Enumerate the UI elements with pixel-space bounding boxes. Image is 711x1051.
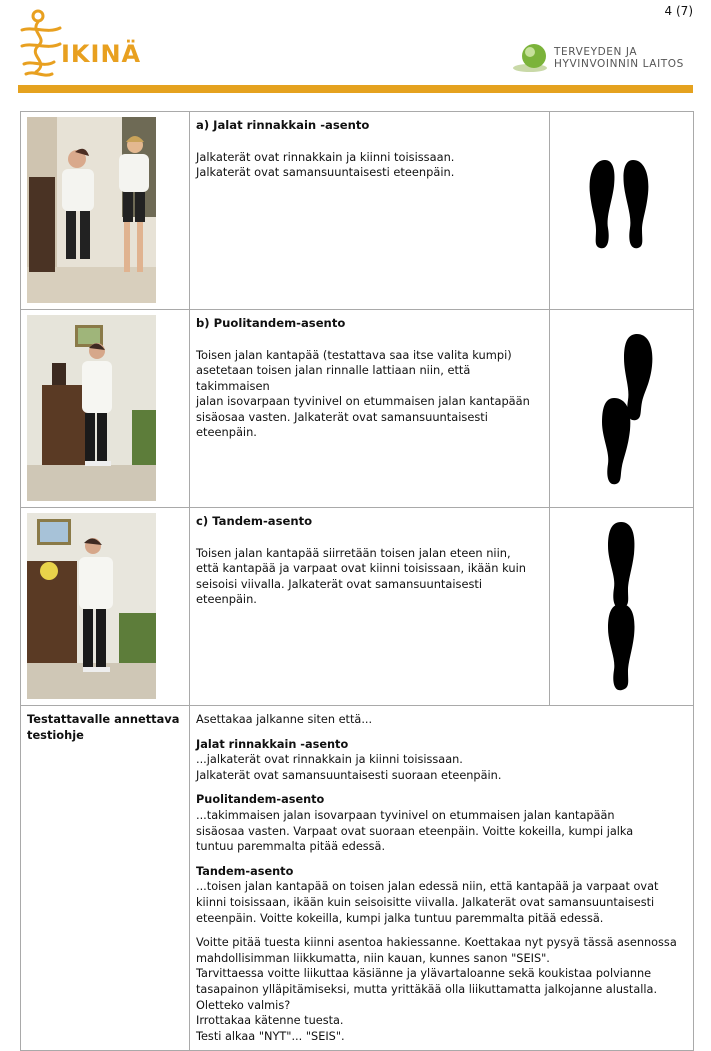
instructions-section-1-line-2: Jalkaterät ovat samansuuntaisesti suoraan eteenpäin. xyxy=(196,768,502,782)
ikina-logo xyxy=(18,8,143,80)
position-c-title: c) Tandem-asento xyxy=(196,514,313,528)
text-cell-b xyxy=(190,310,550,508)
ikina-logo-text: IKINÄ xyxy=(61,40,142,68)
thl-logo-line2: HYVINVOINNIN LAITOS xyxy=(554,58,684,70)
position-b-line-3: jalan isovarpaan tyvinivel on etummaisen jalan kantapään xyxy=(196,394,530,408)
instructions-section-1-heading: Jalat rinnakkain -asento xyxy=(196,737,349,751)
text-cell-a xyxy=(190,112,550,310)
instructions-label-cell xyxy=(21,706,190,1051)
feet-cell-a xyxy=(550,112,694,310)
instructions-label-line-2: testiohje xyxy=(27,727,84,742)
text-cell-c xyxy=(190,508,550,706)
position-row-a xyxy=(21,112,694,310)
position-b-line-2: asetetaan toisen jalan rinnalle lattiaan niin, että takimmaisen xyxy=(196,363,471,393)
photo-cell-c xyxy=(21,508,190,706)
instructions-section-2-heading: Puolitandem-asento xyxy=(196,793,325,807)
instructions-section-2-line-2: sisäosaa vasten. Varpaat ovat suoraan eteenpäin. Voitte kokeilla, kumpi jalka xyxy=(196,824,634,838)
photo-side-by-side xyxy=(27,117,156,303)
photo-semi-tandem xyxy=(27,315,156,501)
thl-globe-icon xyxy=(512,40,552,76)
instructions-section-3-line-2: kiinni toisissaan, ikään kuin seisoisitte viivalla. Jalkaterät ovat samansuuntaisesti xyxy=(196,895,655,909)
instructions-final-line-4: tasapainon ylläpitämiseksi, mutta yrittäkää olla liikuttamatta jalkojanne alustalla. xyxy=(196,982,658,996)
instructions-final-line-7: Testi alkaa "NYT"... "SEIS". xyxy=(196,1029,345,1043)
position-c-line-2: että kantapää ja varpaat ovat kiinni toisissaan, ikään kuin xyxy=(196,561,526,575)
thl-logo xyxy=(512,40,702,76)
instructions-row xyxy=(21,706,694,1051)
position-c-line-1: Toisen jalan kantapää siirretään toisen jalan eteen niin, xyxy=(196,545,511,560)
instructions-section-3-line-3: eteenpäin. Voitte kokeilla, kumpi jalka tuntuu paremmalta pitää edessä. xyxy=(196,911,604,925)
instructions-final-line-5: Oletteko valmis? xyxy=(196,998,291,1012)
header-divider-bar xyxy=(18,85,693,93)
feet-tandem-icon xyxy=(550,508,692,701)
position-a-line-2: Jalkaterät ovat samansuuntaisesti eteenpäin. xyxy=(196,165,455,179)
feet-side-by-side-icon xyxy=(550,112,692,305)
photo-tandem xyxy=(27,513,156,699)
instructions-section-1-line-1: ...jalkaterät ovat rinnakkain ja kiinni toisissaan. xyxy=(196,753,463,767)
feet-cell-c xyxy=(550,508,694,706)
position-b-line-4: sisäosaa vasten. Jalkaterät ovat samansuuntaisesti eteenpäin. xyxy=(196,409,488,439)
instructions-section-2-line-3: tuntuu paremmalta pitää edessä. xyxy=(196,840,386,854)
instructions-final-line-3: Tarvittaessa voitte liikuttaa käsiänne ja ylävartaloanne sekä koukistaa polvianne xyxy=(196,967,652,981)
positions-table xyxy=(20,111,694,1051)
instructions-final-line-6: Irrottakaa kätenne tuesta. xyxy=(196,1014,344,1028)
position-row-b xyxy=(21,310,694,508)
feet-semi-tandem-icon xyxy=(550,310,692,503)
position-c-line-3: seisoisi viivalla. Jalkaterät ovat samansuuntaisesti eteenpäin. xyxy=(196,576,483,606)
thl-logo-line1: TERVEYDEN JA xyxy=(554,46,638,58)
instructions-section-2-line-1: ...takimmaisen jalan isovarpaan tyvinivel on etummaisen jalan kantapään xyxy=(196,808,615,822)
instructions-label-line-1: Testattavalle annettava xyxy=(27,712,180,726)
position-b-line-1: Toisen jalan kantapää (testattava saa itse valita kumpi) xyxy=(196,347,512,362)
position-b-title: b) Puolitandem-asento xyxy=(196,316,346,330)
position-a-title: a) Jalat rinnakkain -asento xyxy=(196,118,370,132)
instructions-intro: Asettakaa jalkanne siten että... xyxy=(196,713,373,726)
position-a-line-1: Jalkaterät ovat rinnakkain ja kiinni toisissaan. xyxy=(196,149,455,164)
feet-cell-b xyxy=(550,310,694,508)
ikina-figure-icon xyxy=(18,8,64,80)
photo-cell-b xyxy=(21,310,190,508)
photo-cell-a xyxy=(21,112,190,310)
instructions-section-3-heading: Tandem-asento xyxy=(196,864,294,878)
instructions-final-line-1: Voitte pitää tuesta kiinni asentoa hakiessanne. Koettakaa nyt pysyä tässä asennossa xyxy=(196,936,677,950)
instructions-text-cell xyxy=(190,706,694,1051)
instructions-section-3-line-1: ...toisen jalan kantapää on toisen jalan edessä niin, että kantapää ja varpaat ovat xyxy=(196,880,659,894)
page-number: 4 (7) xyxy=(664,4,693,18)
position-row-c xyxy=(21,508,694,706)
instructions-final-line-2: mahdollisimman liikkumatta, niin kauan, kunnes sanon "SEIS". xyxy=(196,951,550,965)
